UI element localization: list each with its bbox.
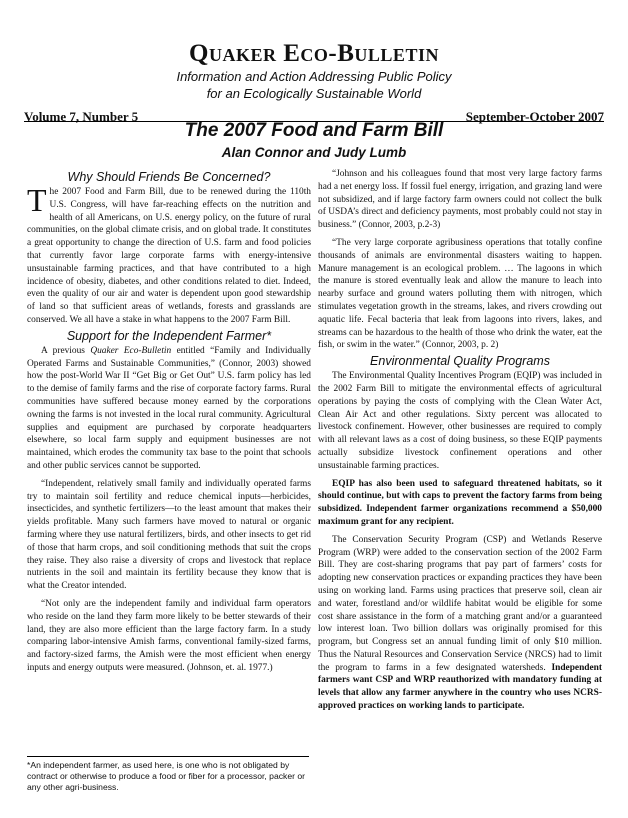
- paragraph-previous-bulletin: [27, 345, 311, 473]
- bulletin-name-italic: Quaker Eco-Bulletin: [90, 345, 172, 356]
- paragraph-eqip: The Environmental Quality Incentives Program (EQIP) was included in the 2002 Farm Bill to mitigate the environmental effects of agricultural operations by paying the costs of complying with the Clean Water Act, Clean Air Act and other regulations. Sixty percent was allocated to livestock confinement. However, other businesses are required to comply with all relevant laws as a cost of doing business, so these EQIP payments actually subsidize livestock confinement operations and other unsustainable farming practices.: [318, 371, 602, 471]
- footnote-rule: [27, 756, 309, 757]
- masthead: [0, 40, 628, 102]
- issue-volume: Volume 7, Number 5: [24, 109, 139, 124]
- paragraph-csp-bold: Independent farmers want CSP and WRP reauthorized with mandatory funding at levels that allow any farmer anywhere in the country who uses NCRS-approved practices on working lands to participate.: [318, 662, 602, 712]
- left-column: [27, 168, 311, 675]
- paragraph-intro: [27, 182, 311, 327]
- paragraph-efficiency: “Not only are the independent family and individual farm operators who reside on the land they farm more likely to be better stewards of their land, they are also more efficient than the large factory farm. In a study comparing labor-intensive Amish farms, conventional family-sized farms, and factory-sized farms, the Amish were the most efficient when energy inputs and energy outputs were measured. (Johnson, et. al. 1977.): [27, 598, 311, 673]
- drop-cap: T: [27, 182, 47, 218]
- paragraph-eqip-recommendation: EQIP has also been used to safeguard threatened habitats, so it should continue, but with caps to prevent the factory farms from being subsidized. Independent farmer organizations recommend a $50,000 maximum grant for any recipient.: [318, 478, 602, 527]
- paragraph-previous-bulletin-text-a: A previous: [41, 345, 91, 356]
- paragraph-previous-bulletin-text-b: entitled “Family and Individually Operated Farms and Sustainable Communities,” (Connor, 2003) showed how the post-World War II “Get Big or Get Out” U.S. farm policy has led to the demise of family farms and the rise of corporate factory farms. Rural communities have suffered because money earned by the corporations owning the farms is not invested in the local rural community. Agricultural supplies and equipment are purchased by corporate headquarters elsewhere, so local farm supply and equipment businesses are not maintained, which erodes the community tax base to the point that schools and other public services cannot be supported.: [27, 345, 311, 471]
- newsletter-subtitle-line2: for an Ecologically Sustainable World: [206, 86, 422, 101]
- right-column: [318, 168, 602, 713]
- paragraph-csp: [318, 534, 602, 713]
- paragraph-independent-farms: “Independent, relatively small family and individually operated farms try to maintain soil fertility and reduce chemical inputs—herbicides, insecticides, and synthetic fertilizers—to the least amount that makes their yields profitable. Many such farmers have moved to natural or organic farming where they use natural fertilizers, birds, and other insects to get rid of those that harm crops, and soil conditioning methods that suit the crops they raise. They also raise a diversity of crops and livestock that replace nutrients in the soil and maintain its fertility because they know that is what the Creator intended.: [27, 478, 311, 592]
- newsletter-title: Quaker Eco-Bulletin: [189, 40, 439, 67]
- section-heading-independent-farmer: Support for the Independent Farmer*: [66, 328, 272, 343]
- article-title: The 2007 Food and Farm Bill: [184, 120, 444, 141]
- article-authors: Alan Connor and Judy Lumb: [221, 145, 407, 160]
- footnote: *An independent farmer, as used here, is one who is not obligated by contract or otherwise to produce a food or fiber for a processor, packer or any other agri-business.: [27, 760, 306, 792]
- paragraph-manure: “The very large corporate agribusiness operations that totally confine thousands of animals are environmental disasters waiting to happen. Manure management is an ecological problem. … The lagoons in which the manure is stored eventually leak and allow the manure to leach into nearby surface and ground waters polluting them with nitrogen, which stimulates vegetation growth in the streams, lakes, and rivers crowding out aquatic life. Fecal bacteria that leak from lagoons into rivers, lakes, and streams can be hazardous to the health of those who drink the water, eat the fish, or swim in the water.” (Connor, 2003, p. 2): [318, 237, 602, 351]
- section-heading-environmental-quality: Environmental Quality Programs: [370, 354, 550, 369]
- paragraph-johnson: “Johnson and his colleagues found that most very large factory farms had a net energy loss. If fossil fuel energy, irrigation, and grazing land were not subsidized, and if large factory farm owners could not collect the bulk of USDA’s direct and deficiency payments, most probably could not stay in business.” (Connor, 2003, p.2-3): [318, 169, 602, 231]
- paragraph-intro-text: he 2007 Food and Farm Bill, due to be renewed during the 110th U.S. Congress, will have far-reaching effects on the nutrition and health of all Americans, on U.S. energy policy, on the future of rural communities, on the global climate crisis, and on global trade. It constitutes a great opportunity to change the direction of U.S. farm and food policies that currently favor large corporate farms with energy-intensive unsustainable farming practices, and that have contributed to a high incidence of obesity, diabetes, and other conditions related to diet. Indeed, even the quality of our air and water is dependent upon good stewardship of land so that sufficient areas of wetlands, forests and grasslands are conserved. We all have a stake in what happens to the 2007 Farm Bill.: [27, 187, 311, 325]
- newsletter-subtitle-line1: Information and Action Addressing Public Policy: [176, 69, 452, 84]
- issue-date: September-October 2007: [465, 109, 604, 124]
- paragraph-csp-text: The Conservation Security Program (CSP) and Wetlands Reserve Program (WRP) were added to the conservation section of the 2002 Farm Bill. They are cost-sharing programs that pay part of farmers’ costs for adopting new conservation practices or expanding practices they have been using on working land. Farms using practices that preserve soil, clean air and water, forestland and/or wildlife habitat would be eligible for some cost share assistance in the form of a matching grant and/or a guaranteed low interest loan. Two billion dollars was originally promised for this program, but Congress set an annual funding limit of only $10 million. Thus the Natural Resources and Conservation Service (NRCS) had to limit the program to farms in a few designated watersheds.: [318, 534, 602, 673]
- section-heading-concern: Why Should Friends Be Concerned?: [67, 170, 271, 184]
